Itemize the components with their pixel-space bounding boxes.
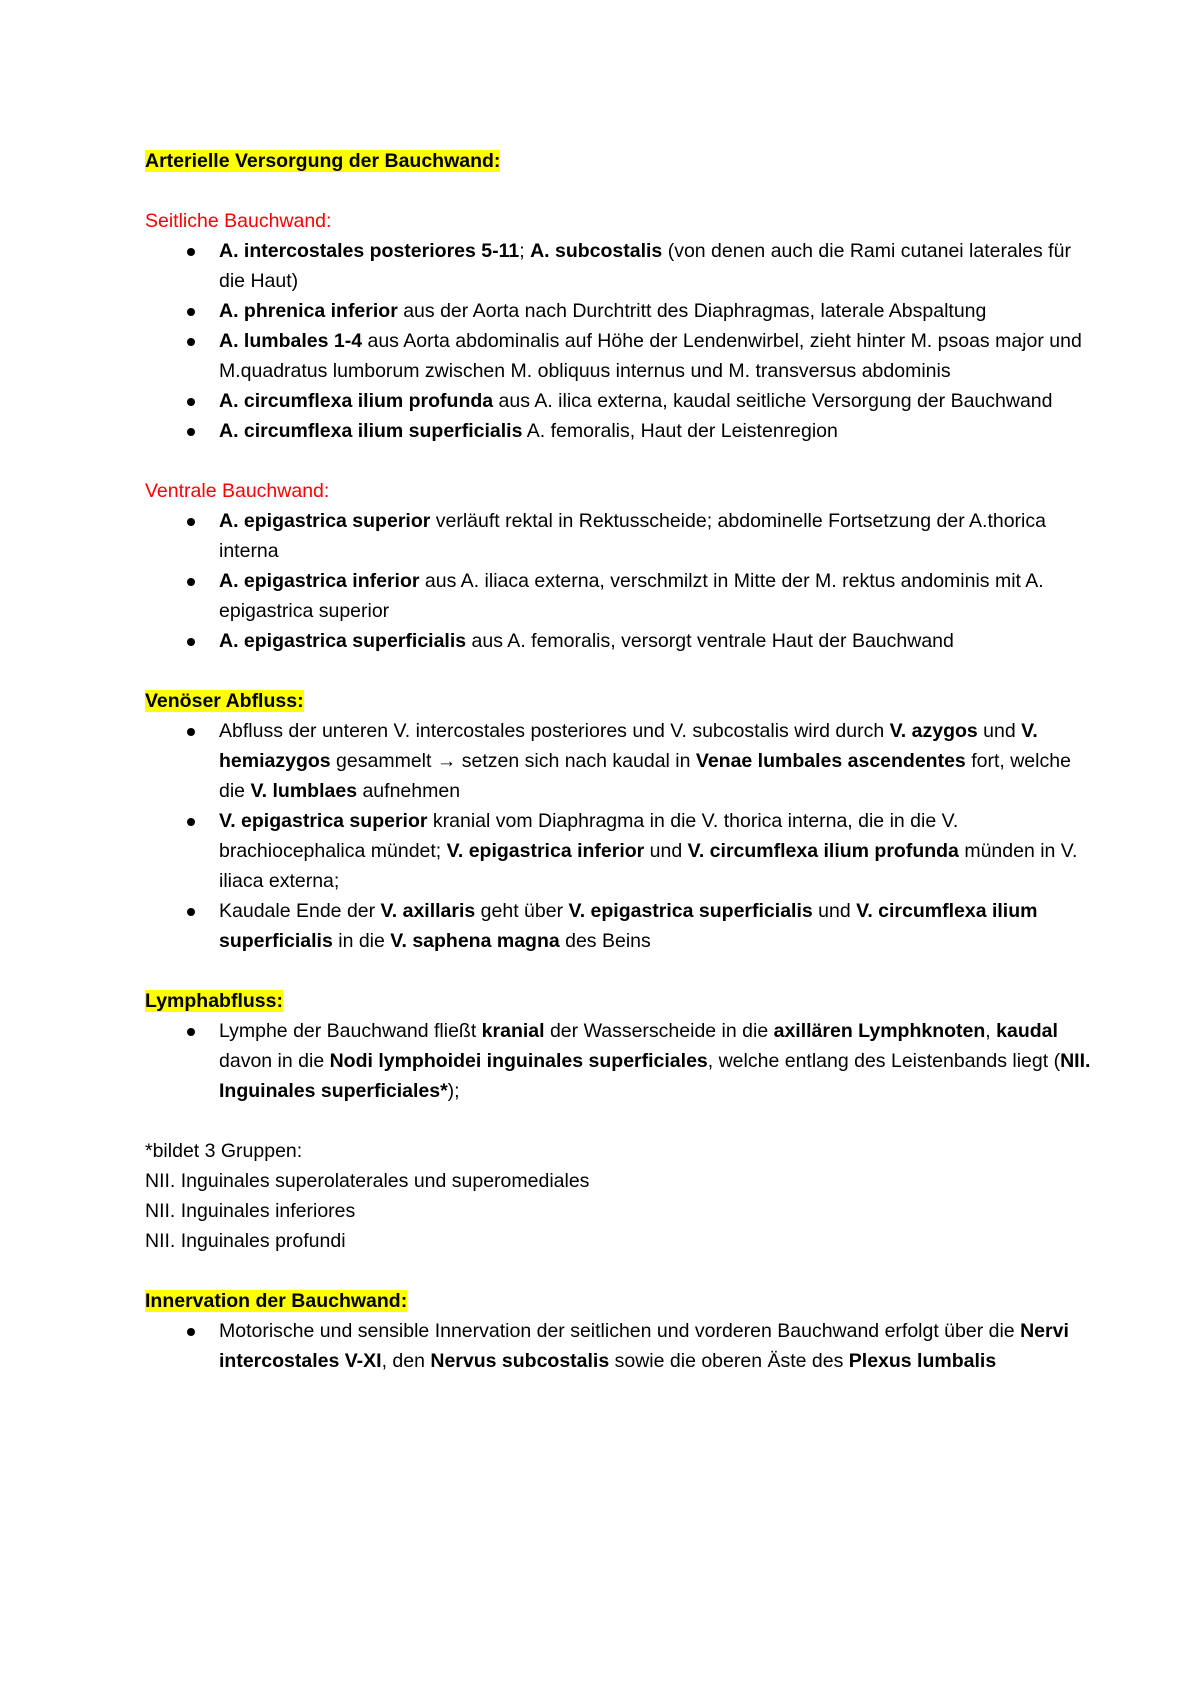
text-run: ; (519, 240, 531, 262)
list-item (219, 416, 1100, 446)
subheading-lateral-wall: Seitliche Bauchwand: (145, 210, 332, 232)
text-run: kranial vom Diaphragma in die V. thorica interna, die in die V. brachiocephalica mündet; (219, 810, 959, 862)
list-ventral-wall (145, 506, 1100, 656)
spacer (145, 656, 1100, 686)
spacer (145, 446, 1100, 476)
bold-term: V. saphena magna (390, 930, 560, 952)
list-lateral-wall (145, 236, 1100, 446)
bold-term: kaudal (996, 1020, 1058, 1042)
bold-term: V. lumblaes (250, 780, 358, 802)
bold-term: A. epigastrica inferior (219, 570, 420, 592)
heading-venous: Venöser Abfluss: (145, 690, 304, 712)
text-run: ); (447, 1080, 460, 1102)
spacer (145, 1256, 1100, 1286)
bold-term: → (436, 750, 457, 772)
list-item (219, 716, 1100, 806)
bold-term: A. phrenica inferior (219, 300, 398, 322)
spacer (145, 1106, 1100, 1136)
bold-term: Nervus subcostalis (430, 1350, 610, 1372)
text-run: setzen sich nach kaudal in (456, 750, 696, 772)
bold-term: Venae lumbales ascendentes (695, 750, 966, 772)
list-item (219, 626, 1100, 656)
text-run: in die (332, 930, 391, 952)
bold-term: V. azygos (889, 720, 978, 742)
text-run: aus der Aorta nach Durchtritt des Diaphragmas, laterale Abspaltung (397, 300, 987, 322)
heading-lymph: Lymphabfluss: (145, 990, 283, 1012)
bold-term: A. subcostalis (530, 240, 663, 262)
list-item (219, 566, 1100, 626)
list-item (219, 1016, 1100, 1106)
text-run: aus A. iliaca externa, verschmilzt in Mitte der M. rektus andominis mit A. epigastrica superior (219, 570, 1044, 622)
list-innervation (145, 1316, 1100, 1376)
text-run: münden in V. iliaca externa; (219, 840, 1078, 892)
subheading-ventral-wall: Ventrale Bauchwand: (145, 480, 330, 502)
bold-term: kranial (481, 1020, 545, 1042)
list-item (219, 806, 1100, 896)
list-item (219, 1316, 1100, 1376)
heading-innervation: Innervation der Bauchwand: (145, 1290, 408, 1312)
text-run: verläuft rektal in Rektusscheide; abdominelle Fortsetzung der A.thorica interna (219, 510, 1046, 562)
list-venous (145, 716, 1100, 956)
bold-term: V. epigastrica superficialis (568, 900, 813, 922)
text-run: A. femoralis, Haut der Leistenregion (522, 420, 838, 442)
note-line: NII. Inguinales inferiores (145, 1200, 356, 1222)
list-lymph (145, 1016, 1100, 1106)
text-run: , welche entlang des Leistenbands liegt ( (707, 1050, 1061, 1072)
text-run: davon in die (219, 1050, 330, 1072)
bold-term: Nervi intercostales V-XI (219, 1320, 1069, 1372)
bold-term: A. lumbales 1-4 (219, 330, 363, 352)
bold-term: A. circumflexa ilium superficialis (219, 420, 523, 442)
text-run: und (812, 900, 857, 922)
text-run: gesammelt (330, 750, 437, 772)
note-line: NII. Inguinales superolaterales und superomediales (145, 1170, 590, 1192)
spacer (145, 956, 1100, 986)
bold-term: V. circumflexa ilium superficialis (219, 900, 1038, 952)
text-run: und (644, 840, 688, 862)
text-run: der Wasserscheide in die (544, 1020, 774, 1042)
text-run: aus Aorta abdominalis auf Höhe der Lendenwirbel, zieht hinter M. psoas major und M.quadratus lumborum zwischen M. obliquus internus und M. transversus abdominis (219, 330, 1082, 382)
note-line: NII. Inguinales profundi (145, 1230, 346, 1252)
bold-term: NII. Inguinales superficiales* (219, 1050, 1091, 1102)
bold-term: axillären Lymphknoten (773, 1020, 986, 1042)
list-item (219, 506, 1100, 566)
bold-term: V. hemiazygos (219, 720, 1038, 772)
bold-term: V. axillaris (380, 900, 476, 922)
list-item (219, 326, 1100, 386)
text-run: (von denen auch die Rami cutanei laterales für die Haut) (219, 240, 1071, 292)
text-run: des Beins (559, 930, 651, 952)
bold-term: A. intercostales posteriores 5-11 (219, 240, 520, 262)
list-item (219, 296, 1100, 326)
bold-term: V. circumflexa ilium profunda (687, 840, 959, 862)
bold-term: A. circumflexa ilium profunda (219, 390, 494, 412)
bold-term: Nodi lymphoidei inguinales superficiales (329, 1050, 708, 1072)
text-run: geht über (475, 900, 569, 922)
text-run: , (985, 1020, 997, 1042)
text-run: aufnehmen (357, 780, 461, 802)
bold-term: A. epigastrica superficialis (219, 630, 467, 652)
heading-arterial: Arterielle Versorgung der Bauchwand: (145, 150, 501, 172)
bold-term: V. epigastrica superior (219, 810, 428, 832)
note-line: *bildet 3 Gruppen: (145, 1140, 303, 1162)
text-run: , den (381, 1350, 431, 1372)
list-item (219, 386, 1100, 416)
spacer (145, 176, 1100, 206)
list-item (219, 236, 1100, 296)
text-run: und (977, 720, 1022, 742)
bold-term: V. epigastrica inferior (446, 840, 645, 862)
text-run: sowie die oberen Äste des (609, 1350, 849, 1372)
text-run: Motorische und sensible Innervation der seitlichen und vorderen Bauchwand erfolgt über die (219, 1320, 1021, 1342)
list-item (219, 896, 1100, 956)
text-run: Lymphe der Bauchwand fließt (219, 1020, 482, 1042)
text-run: aus A. ilica externa, kaudal seitliche Versorgung der Bauchwand (493, 390, 1053, 412)
text-run: Abfluss der unteren V. intercostales posteriores und V. subcostalis wird durch (219, 720, 890, 742)
text-run: aus A. femoralis, versorgt ventrale Haut der Bauchwand (466, 630, 954, 652)
bold-term: Plexus lumbalis (848, 1350, 997, 1372)
bold-term: A. epigastrica superior (219, 510, 431, 532)
text-run: fort, welche die (219, 750, 1071, 802)
text-run: Kaudale Ende der (219, 900, 381, 922)
